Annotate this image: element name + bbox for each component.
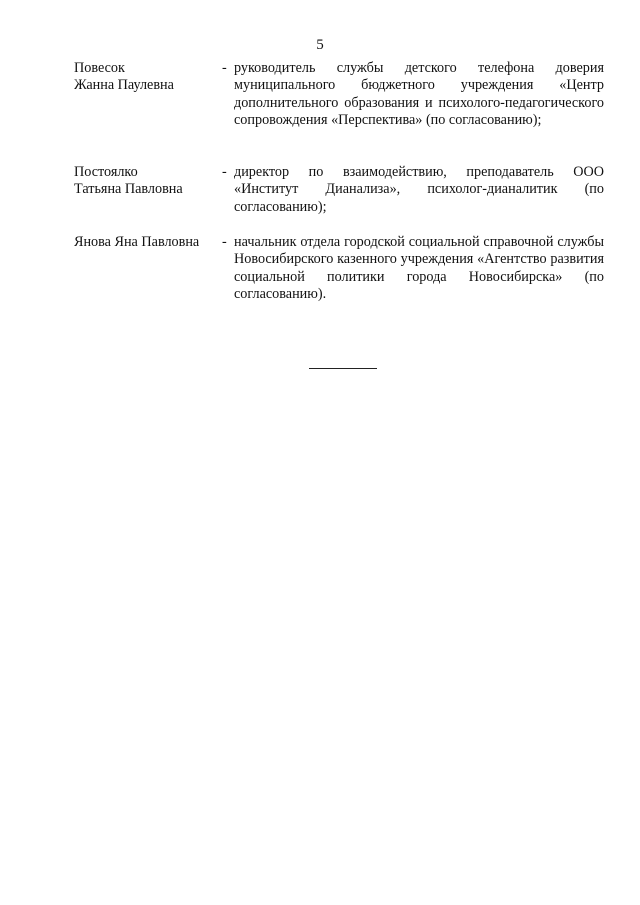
member-surname: Постоялко <box>74 164 138 180</box>
member-surname: Янова Яна Павловна <box>74 234 200 250</box>
member-given-names: Татьяна Павловна <box>74 181 183 198</box>
member-surname: Повесок <box>74 60 125 76</box>
entry-dash: - <box>222 164 227 180</box>
member-name <box>74 164 219 199</box>
member-position: директор по взаимодействию, преподаватель ООО «Институт Дианализа», психолог-дианалитик (по согласованию); <box>234 164 604 215</box>
member-name <box>74 234 219 251</box>
member-position: руководитель службы детского телефона доверия муниципального бюджетного учреждения «Центр дополнительного образования и психолого-педагогического сопровождения «Перспектива» (по согласованию); <box>234 60 604 129</box>
entry-dash: - <box>222 60 227 76</box>
end-divider <box>309 368 377 369</box>
member-name <box>74 60 219 95</box>
member-given-names: Жанна Паулевна <box>74 77 174 94</box>
entry-dash: - <box>222 234 227 250</box>
page-number: 5 <box>316 37 324 53</box>
member-position: начальник отдела городской социальной справочной службы Новосибирского казенного учреждения «Агентство развития социальной политики города Новосибирска» (по согласованию). <box>234 234 604 303</box>
